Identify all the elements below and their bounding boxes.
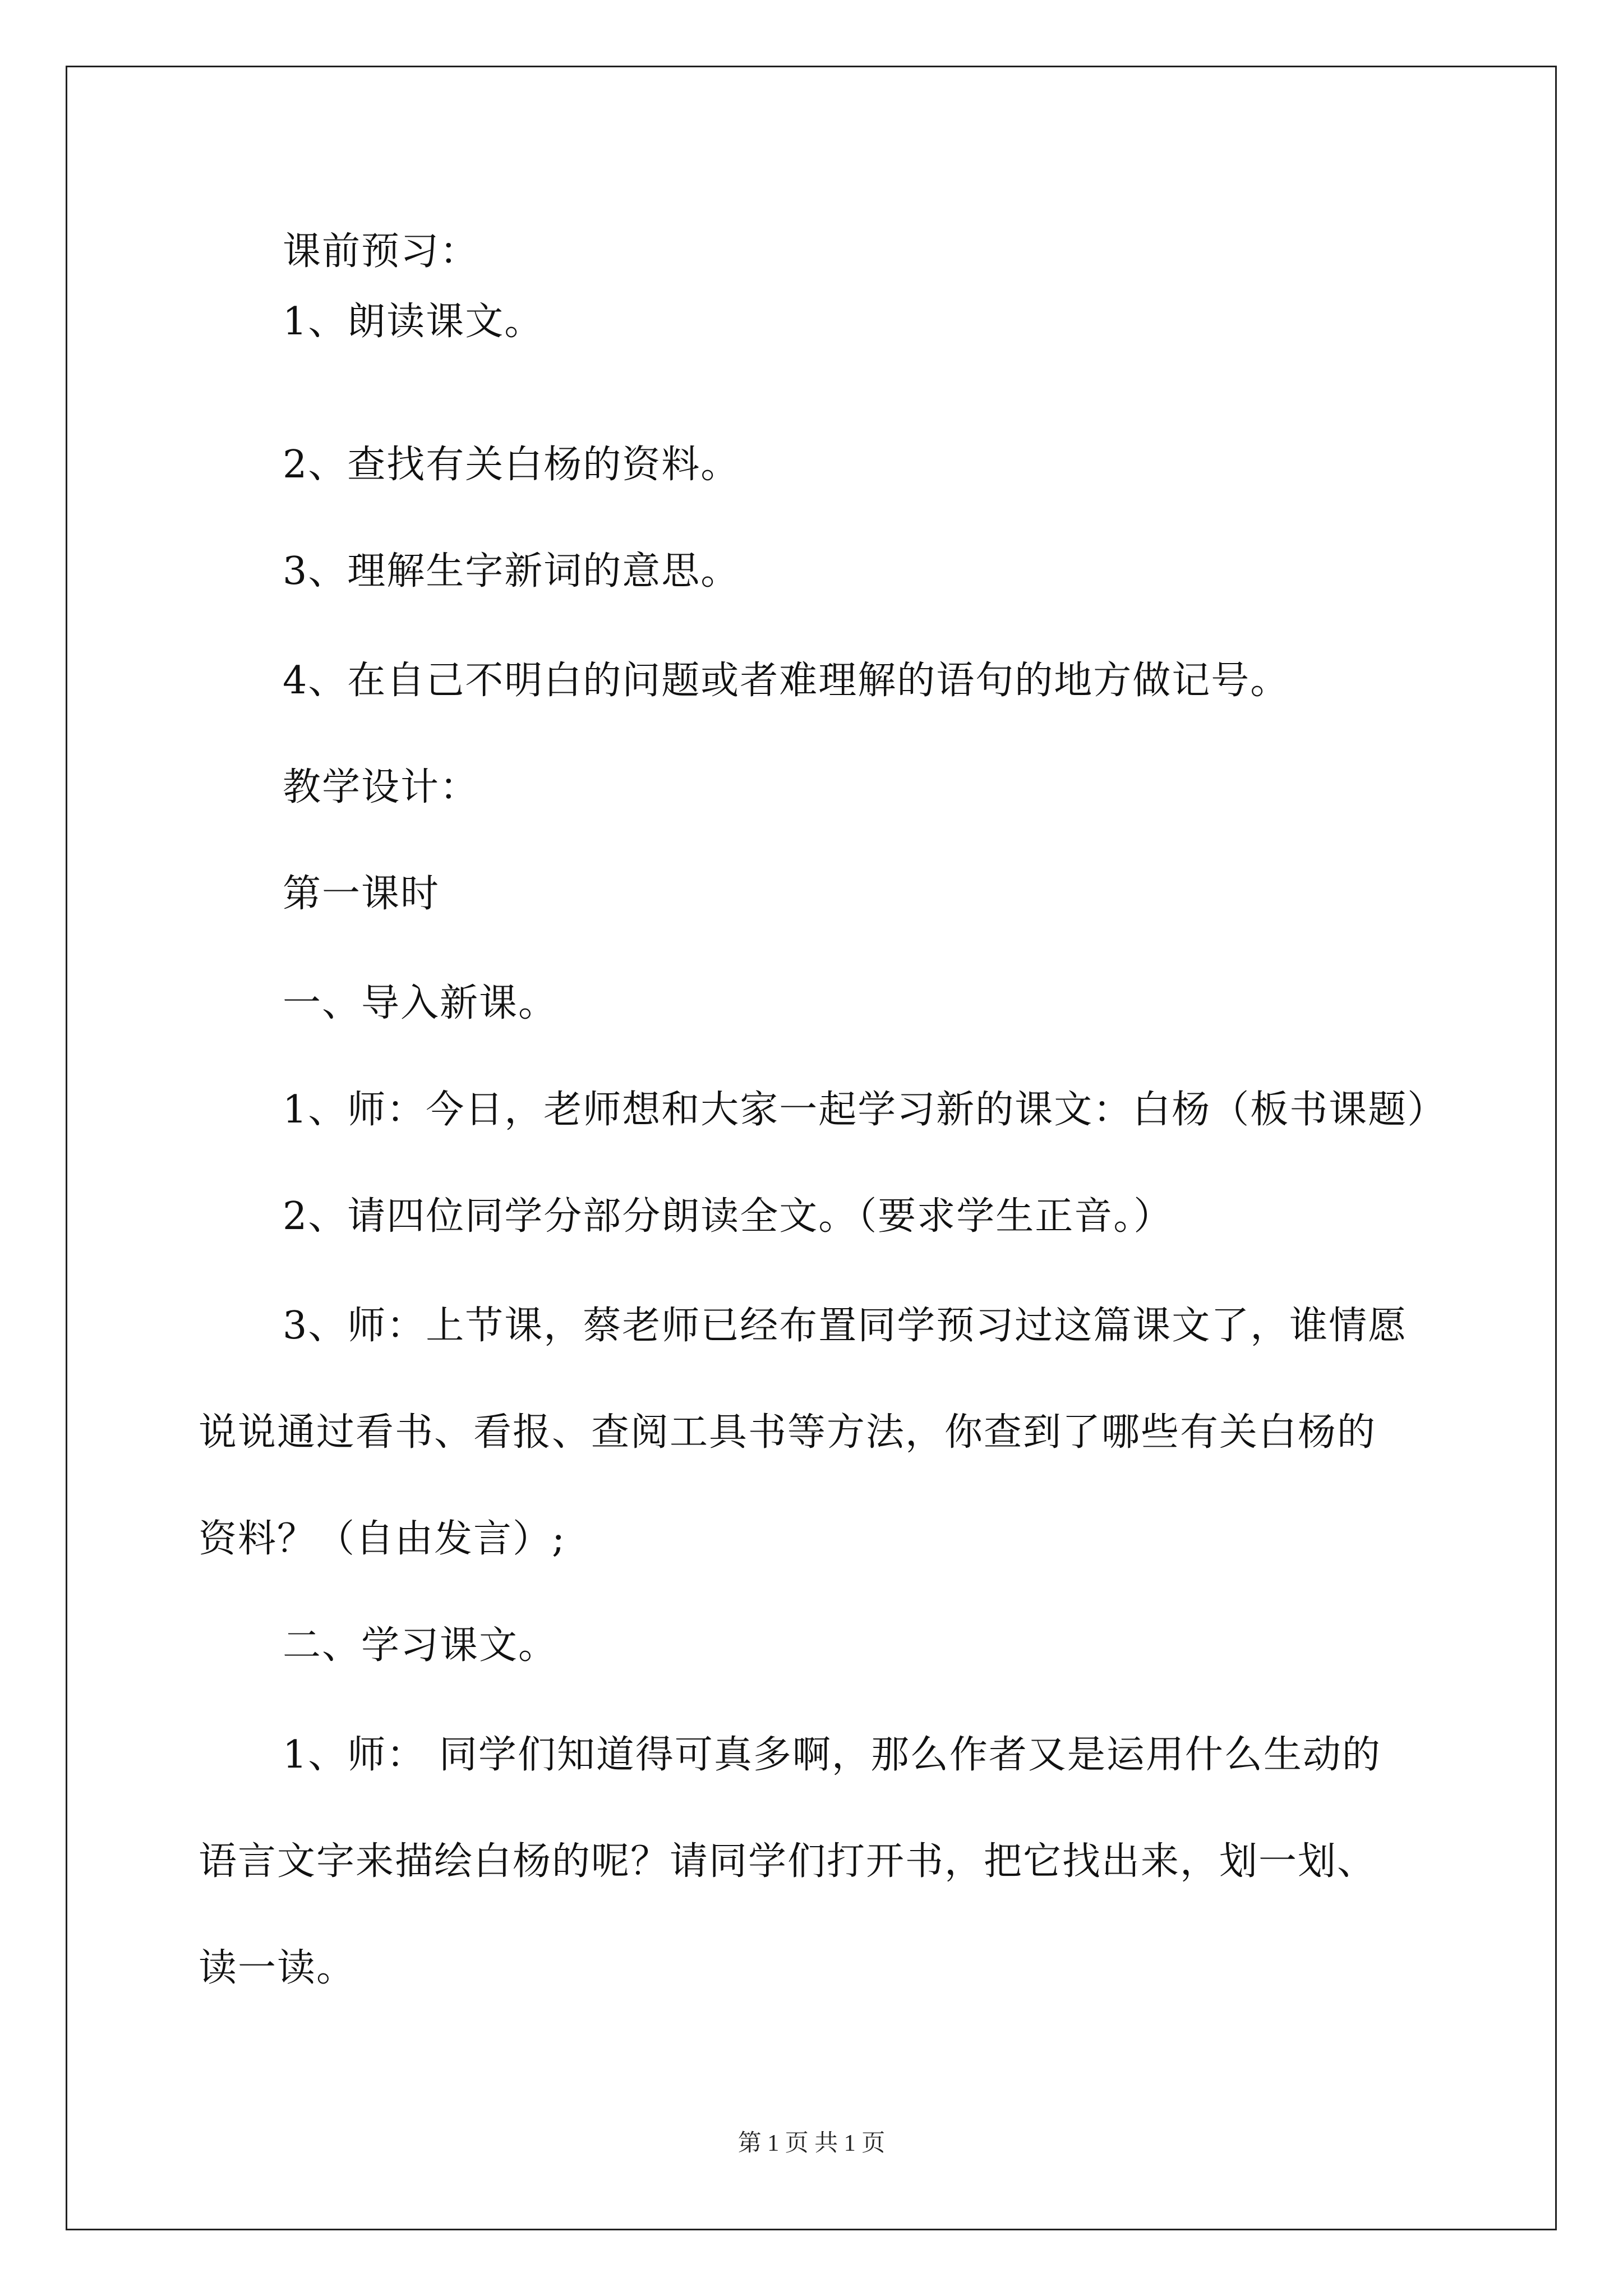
page-border <box>66 66 1557 2230</box>
section-heading: 二、学习课文。 <box>283 1623 558 1668</box>
paragraph-line: 4、在自己不明白的问题或者难理解的语句的地方做记号。 <box>283 659 1290 703</box>
section-heading: 一、导入新课。 <box>283 981 558 1025</box>
paragraph-line: 3、师：上节课，蔡老师已经布置同学预习过这篇课文了，谁情愿 <box>283 1304 1408 1348</box>
paragraph-line: 1、师： 同学们知道得可真多啊，那么作者又是运用什么生动的 <box>283 1733 1381 1777</box>
paragraph-line: 2、查找有关白杨的资料。 <box>283 443 740 487</box>
paragraph-line: 1、师：今日，老师想和大家一起学习新的课文：白杨（板书课题） <box>283 1088 1447 1132</box>
paragraph-line: 资料？（自由发言）; <box>199 1517 566 1561</box>
paragraph-line: 1、朗读课文。 <box>283 300 544 344</box>
paragraph-line: 3、理解生字新词的意思。 <box>283 549 740 593</box>
paragraph-line: 说说通过看书、看报、查阅工具书等方法，你查到了哪些有关白杨的 <box>199 1410 1377 1455</box>
heading-lesson: 第一课时 <box>283 872 440 916</box>
heading-design: 教学设计： <box>283 765 479 809</box>
paragraph-line: 2、请四位同学分部分朗读全文。（要求学生正音。） <box>283 1194 1173 1239</box>
paragraph-line: 读一读。 <box>199 1946 356 1990</box>
page-number-footer: 第 1 页 共 1 页 <box>737 2131 886 2156</box>
heading-preview: 课前预习： <box>283 229 479 274</box>
paragraph-line: 语言文字来描绘白杨的呢？请同学们打开书，把它找出来，划一划、 <box>199 1839 1377 1884</box>
